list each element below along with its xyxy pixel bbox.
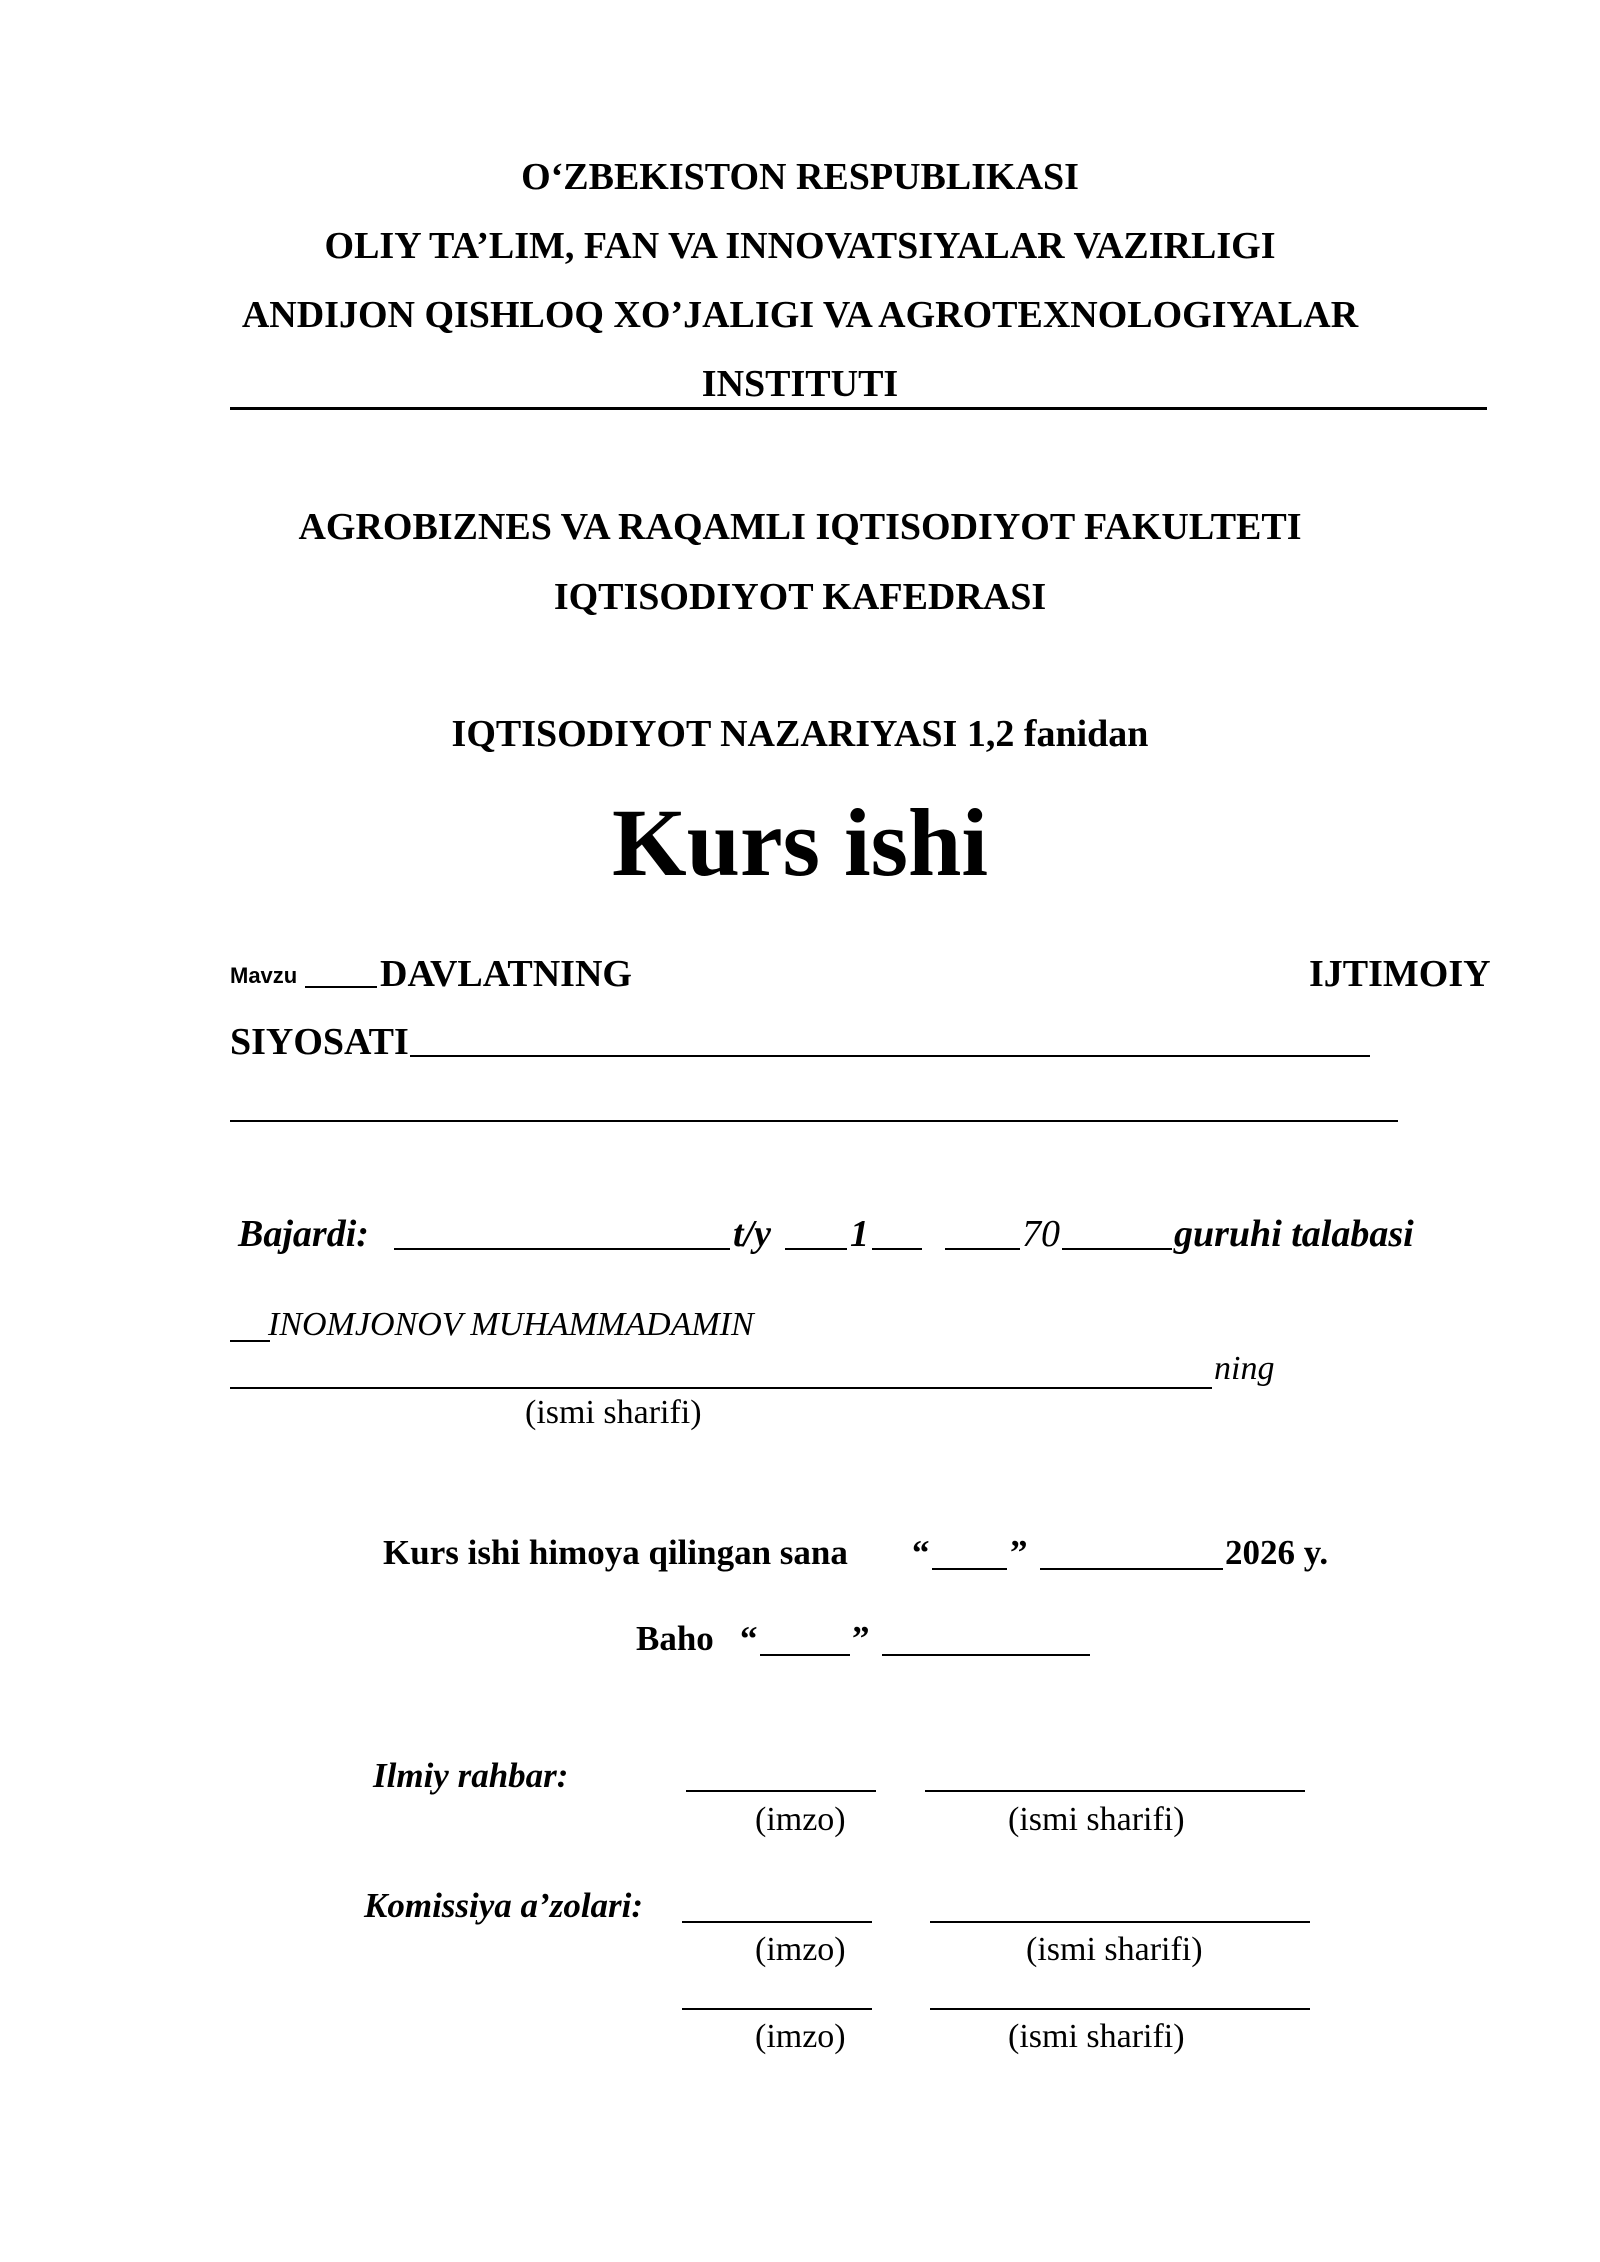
department-name: IQTISODIYOT KAFEDRASI	[553, 576, 1047, 618]
supervisor-name-line	[925, 1790, 1305, 1792]
commission-signature-caption-1: (imzo)	[755, 1931, 846, 1968]
group-blank-post	[1062, 1248, 1172, 1250]
topic-blank-3	[230, 1120, 1398, 1122]
group-label: guruhi talabasi	[1174, 1213, 1414, 1255]
header-rule	[230, 407, 1487, 410]
grade-label: Baho	[636, 1619, 714, 1658]
commission-label: Komissiya a’zolari:	[364, 1886, 644, 1925]
supervisor-signature-line	[686, 1790, 876, 1792]
commission-signature-caption-2: (imzo)	[755, 2018, 846, 2055]
subject-line: IQTISODIYOT NAZARIYASI 1,2 fanidan	[451, 713, 1149, 755]
commission-name-line-2	[930, 2008, 1310, 2010]
performer-blank	[394, 1248, 730, 1250]
grade-open-quote: “	[740, 1619, 758, 1658]
header-institute-line1: ANDIJON QISHLOQ XO’JALIGI VA AGROTEXNOLOGIYALAR	[241, 294, 1359, 336]
header-country: O‘ZBEKISTON RESPUBLIKASI	[521, 156, 1079, 198]
header-institute-line2: INSTITUTI	[701, 363, 899, 405]
grade-close-quote: ”	[852, 1619, 870, 1658]
commission-name-line-1	[930, 1921, 1310, 1923]
commission-name-caption-2: (ismi sharifi)	[1008, 2018, 1185, 2055]
student-name-caption: (ismi sharifi)	[525, 1394, 702, 1431]
topic-blank-1	[305, 986, 377, 988]
supervisor-label: Ilmiy rahbar:	[373, 1756, 569, 1795]
defense-open-quote: “	[912, 1533, 930, 1572]
course-blank-post	[872, 1248, 922, 1250]
topic-word-2: IJTIMOIY	[1309, 953, 1491, 995]
grade-value-blank	[760, 1654, 850, 1656]
topic-word-3: SIYOSATI	[230, 1021, 409, 1063]
defense-year: 2026 y.	[1225, 1533, 1329, 1572]
supervisor-signature-caption: (imzo)	[755, 1801, 846, 1838]
defense-day-blank	[932, 1568, 1007, 1570]
document-title: Kurs ishi	[611, 789, 989, 896]
grade-word-blank	[882, 1654, 1090, 1656]
topic-blank-2	[410, 1055, 1370, 1057]
course-value: 1	[850, 1213, 869, 1255]
student-name-blank	[230, 1387, 1212, 1389]
header-ministry: OLIY TA’LIM, FAN VA INNOVATSIYALAR VAZIRLIGI	[324, 225, 1276, 267]
defense-label: Kurs ishi himoya qilingan sana	[383, 1533, 848, 1572]
defense-month-blank	[1040, 1568, 1223, 1570]
faculty-name: AGROBIZNES VA RAQAMLI IQTISODIYOT FAKULTETI	[298, 506, 1302, 548]
group-value: 70	[1022, 1213, 1060, 1255]
ty-label: t/y	[733, 1213, 771, 1255]
supervisor-name-caption: (ismi sharifi)	[1008, 1801, 1185, 1838]
commission-signature-line-2	[682, 2008, 872, 2010]
topic-word-1: DAVLATNING	[380, 953, 632, 995]
student-name-suffix: ning	[1214, 1350, 1275, 1387]
student-name-blank-pre	[230, 1340, 270, 1342]
defense-close-quote: ”	[1010, 1533, 1028, 1572]
commission-name-caption-1: (ismi sharifi)	[1026, 1931, 1203, 1968]
commission-signature-line-1	[682, 1921, 872, 1923]
group-blank-pre	[945, 1248, 1020, 1250]
performer-label: Bajardi:	[238, 1213, 369, 1255]
student-name: INOMJONOV MUHAMMADAMIN	[268, 1306, 754, 1343]
course-blank-pre	[785, 1248, 847, 1250]
topic-label: Mavzu	[230, 963, 298, 988]
